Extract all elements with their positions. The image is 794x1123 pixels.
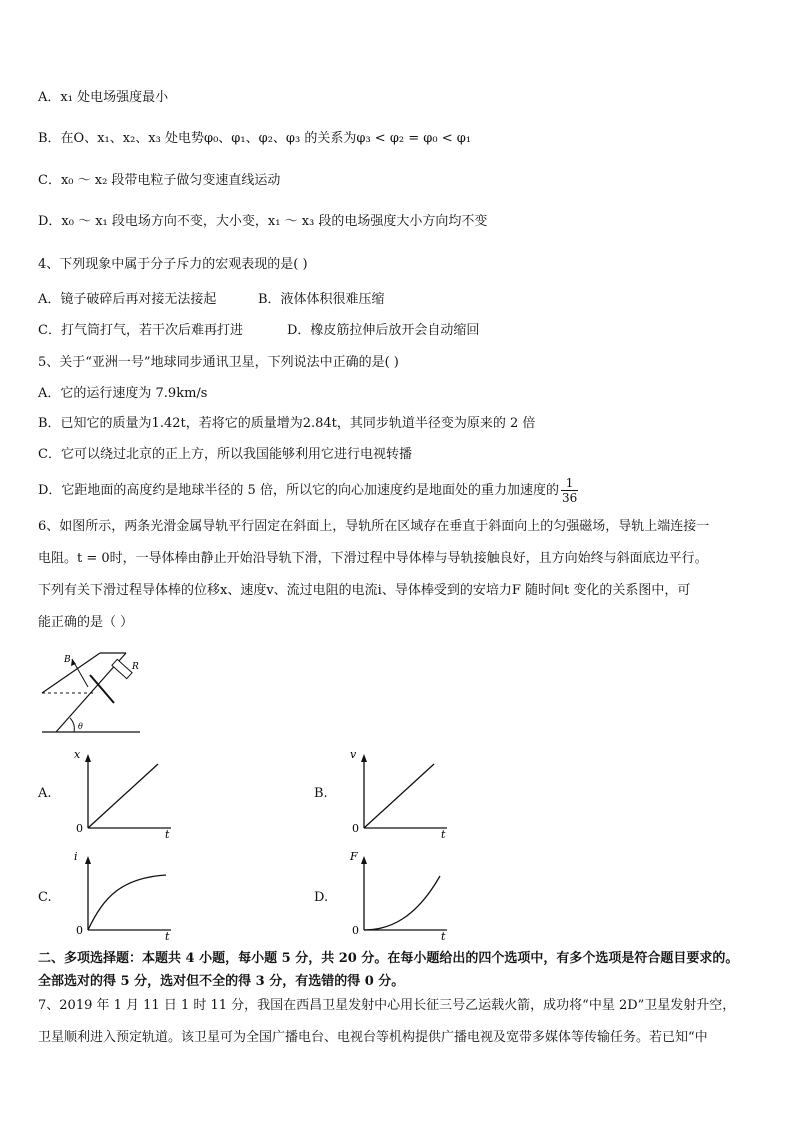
graph-c [68,850,178,945]
q6-stem-line-2: 电阻。t = 0时，一导体棒由静止开始沿导轨下滑，下滑过程中导体棒与导轨接触良好，且方向始终与斜面底边平行。 [38,551,708,566]
y-arrow-icon [85,856,91,864]
q5-option-d [38,476,578,506]
x-axis-label: t [165,930,170,943]
label-b: B [64,655,71,665]
y-arrow-icon [361,856,367,864]
graph-d-label: D. [314,890,329,905]
q5-option-c: C．它可以绕过北京的正上方，所以我国能够利用它进行电视转播 [38,447,412,462]
q4-option-a: A．镜子破碎后再对接无法接起 [38,292,217,307]
q5-option-b: B．已知它的质量为1.42t，若将它的质量增为2.84t，其同步轨道半径变为原来的 2 倍 [38,416,536,431]
q4-option-c: C．打气筒打气，若干次后难再打进 [38,323,243,338]
q4-stem: 4、下列现象中属于分子斥力的宏观表现的是( ) [38,257,308,272]
x-axis-label: t [165,828,170,841]
q3-option-b: B．在O、x₁、x₂、x₃ 处电势φ₀、φ₁、φ₂、φ₃ 的关系为φ₃ < φ₂ = φ₀ < φ₁ [38,131,472,146]
q5-option-a: A．它的运行速度为 7.9km/s [38,386,208,401]
y-axis-label: x [74,748,81,761]
q5-option-d-text: D．它距地面的高度约是地球半径的 5 倍，所以它的向心加速度约是地面处的重力加速度的 [38,483,559,498]
fraction-denominator: 36 [561,491,578,505]
graph-a-label: A. [38,786,52,801]
y-axis-label: F [350,850,358,863]
q5-stem: 5、关于“亚洲一号”地球同步通讯卫星，下列说法中正确的是( ) [38,355,399,370]
q4-option-b: B．液体体积很难压缩 [258,292,385,307]
y-arrow-icon [361,754,367,762]
resistor-icon [112,659,132,678]
origin-label: 0 [352,822,359,835]
curve-i-vs-t [88,875,166,930]
x-axis-label: t [441,828,446,841]
curve-f-vs-t [364,876,440,930]
q4-option-d: D．橡皮筋拉伸后放开会自动缩回 [287,323,480,338]
label-theta: θ [78,722,83,731]
q3-option-a: A．x₁ 处电场强度最小 [38,90,169,105]
graph-b-label: B. [314,786,328,801]
origin-label: 0 [76,924,83,937]
q6-stem-line-3: 下列有关下滑过程导体棒的位移x、速度v、流过电阻的电流i、导体棒受到的安培力F 随时间t 变化的关系图中，可 [38,583,691,598]
y-axis-label: v [350,748,357,761]
incline-upper-rail [42,653,100,693]
q7-stem-line-2: 卫星顺利进入预定轨道。该卫星可为全国广播电台、电视台等机构提供广播电视及宽带多媒体等传输任务。若已知“中 [38,1030,708,1045]
graph-c-label: C. [38,890,52,905]
q7-stem-line-1: 7、2019 年 1 月 11 日 1 时 11 分，我国在西昌卫星发射中心用长征三号乙运载火箭，成功将“中星 2D”卫星发射升空， [38,998,736,1013]
y-arrow-icon [85,754,91,762]
angle-arc [70,718,74,732]
section-2-instructions-line-1: 二、多项选择题：本题共 4 小题，每小题 5 分，共 20 分。在每小题给出的四个选项中，有多个选项是符合题目要求的。 [38,951,739,966]
q3-option-d: D．x₀ ～ x₁ 段电场方向不变，大小变，x₁ ～ x₃ 段的电场强度大小方向均不变 [38,214,488,229]
curve-v-vs-t [364,764,434,828]
section-2-instructions-line-2: 全部选对的得 5 分，选对但不全的得 3 分，有选错的得 0 分。 [38,974,405,989]
label-r: R [132,662,139,672]
q6-stem-line-4: 能正确的是（ ） [38,615,134,630]
graph-a [68,748,178,843]
graph-b [344,748,454,843]
y-axis-label: i [74,850,78,863]
origin-label: 0 [76,822,83,835]
q6-stem-line-1: 6、如图所示，两条光滑金属导轨平行固定在斜面上，导轨所在区域存在垂直于斜面向上的匀强磁场，导轨上端连接一 [38,519,710,534]
fraction-numerator: 1 [561,476,578,491]
q3-option-c: C．x₀ ～ x₂ 段带电粒子做匀变速直线运动 [38,173,281,188]
fraction-1-36 [561,476,578,505]
origin-label: 0 [352,924,359,937]
incline-rails-figure [36,645,146,737]
curve-x-vs-t [88,764,158,828]
graph-d [344,850,454,945]
x-axis-label: t [441,930,446,943]
